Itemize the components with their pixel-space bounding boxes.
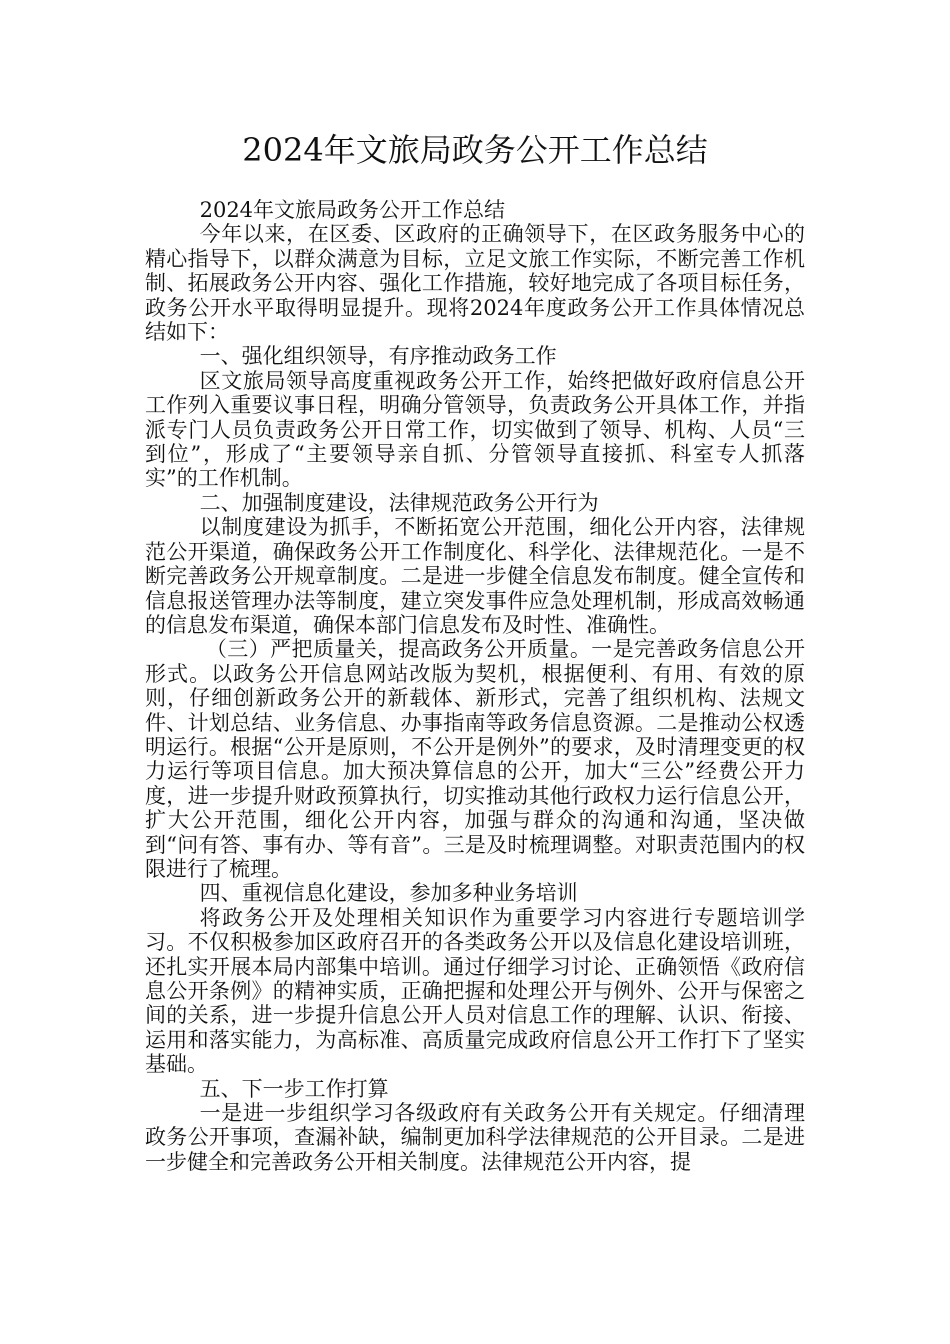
section-paragraph-1: 区文旅局领导高度重视政务公开工作，始终把做好政府信息公开工作列入重要议事日程，明确分管领导，负责政务公开具体工作，并指派专门人员负责政务公开日常工作，切实做到了领导、机构、人员“三到位”，形成了“主要领导亲自抓、分管领导直接抓、科室专人抓落实”的工作机制。 <box>145 368 805 491</box>
document-body <box>145 198 805 1174</box>
section-heading-4: 四、重视信息化建设，参加多种业务培训 <box>199 881 578 906</box>
section-paragraph-2: 以制度建设为抓手，不断拓宽公开范围，细化公开内容，法律规范公开渠道，确保政务公开工作制度化、科学化、法律规范化。一是不断完善政务公开规章制度。二是进一步健全信息发布制度。健全宣传和信息报送管理办法等制度，建立突发事件应急处理机制，形成高效畅通的信息发布渠道，确保本部门信息发布及时性、准确性。 <box>145 515 805 637</box>
intro-paragraph: 今年以来，在区委、区政府的正确领导下，在区政务服务中心的精心指导下，以群众满意为目标，立足文旅工作实际，不断完善工作机制、拓展政务公开内容、强化工作措施，较好地完成了各项目标任务，政务公开水平取得明显提升。现将2024年度政务公开工作具体情况总结如下： <box>145 222 805 345</box>
section-paragraph-4: 将政务公开及处理相关知识作为重要学习内容进行专题培训学习。不仅积极参加区政府召开的各类政务公开以及信息化建设培训班，还扎实开展本局内部集中培训。通过仔细学习讨论、正确领悟《政府信息公开条例》的精神实质，正确把握和处理公开与例外、公开与保密之间的关系，进一步提升信息公开人员对信息工作的理解、认识、衔接、运用和落实能力，为高标准、高质量完成政府信息公开工作打下了坚实基础。 <box>145 905 805 1077</box>
document-title: 2024年文旅局政务公开工作总结 <box>242 131 708 169</box>
section-paragraph-5: 一是进一步组织学习各级政府有关政务公开有关规定。仔细清理政务公开事项，查漏补缺，编制更加科学法律规范的公开目录。二是进一步健全和完善政务公开相关制度。法律规范公开内容，提 <box>145 1101 805 1174</box>
section-heading-2: 二、加强制度建设，法律规范政务公开行为 <box>199 490 599 515</box>
section-heading-1: 一、强化组织领导，有序推动政务工作 <box>199 344 557 369</box>
subtitle-paragraph: 2024年文旅局政务公开工作总结 <box>199 198 506 222</box>
section-heading-5: 五、下一步工作打算 <box>199 1076 389 1101</box>
section-paragraph-3: （三）严把质量关，提高政务公开质量。一是完善政务信息公开形式。以政务公开信息网站改版为契机，根据便利、有用、有效的原则，仔细创新政务公开的新载体、新形式，完善了组织机构、法规文件、计划总结、业务信息、办事指南等政务信息资源。二是推动公权透明运行。根据“公开是原则，不公开是例外”的要求，及时清理变更的权力运行等项目信息。加大预决算信息的公开，加大“三公”经费公开力度，进一步提升财政预算执行，切实推动其他行政权力运行信息公开，扩大公开范围，细化公开内容，加强与群众的沟通和沟通，坚决做到“问有答、事有办、等有音”。三是及时梳理调整。对职责范围内的权限进行了梳理。 <box>145 637 805 881</box>
